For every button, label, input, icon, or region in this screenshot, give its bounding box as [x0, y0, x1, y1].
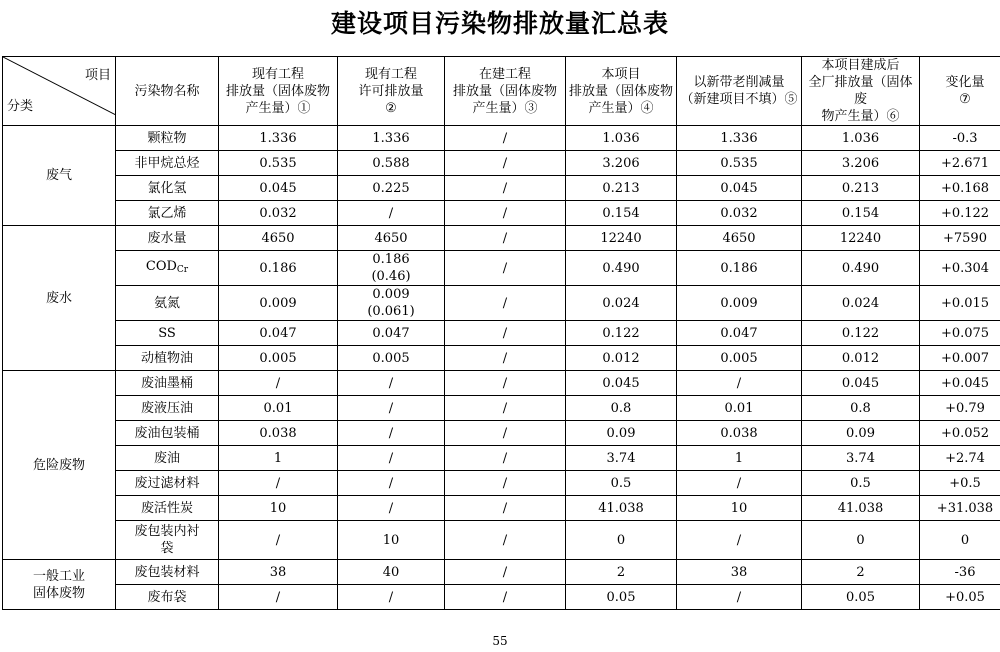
value-cell: 1.036: [802, 126, 920, 151]
subscript: Cr: [176, 264, 189, 275]
value-cell: +0.045: [920, 371, 1000, 396]
value-cell: 0.186: [677, 251, 802, 286]
header-line: 产生量）③: [472, 100, 538, 116]
header-line: 全厂排放量（固体废: [808, 75, 913, 107]
category-cell: 废气: [3, 126, 116, 226]
value-cell: -0.3: [920, 126, 1000, 151]
pollutant-name-cell: 氨氮: [116, 286, 219, 321]
value-cell: /: [445, 201, 566, 226]
header-line: ⑦: [959, 92, 971, 107]
value-cell: 41.038: [566, 496, 677, 521]
value-cell: 0: [920, 521, 1000, 560]
value-cell: 0.05: [802, 585, 920, 610]
pollutant-name-cell: 废包装内衬 袋: [116, 521, 219, 560]
value-cell: /: [338, 371, 445, 396]
value-cell: 0.122: [566, 321, 677, 346]
pollutant-name-cell: 动植物油: [116, 346, 219, 371]
value-cell: 0.012: [566, 346, 677, 371]
value-cell: 3.74: [802, 446, 920, 471]
value-cell: /: [445, 421, 566, 446]
value-cell: +0.5: [920, 471, 1000, 496]
value-cell: /: [445, 396, 566, 421]
value-cell: 0.045: [219, 176, 338, 201]
value-cell: +0.015: [920, 286, 1000, 321]
value-cell: +0.304: [920, 251, 1000, 286]
value-cell: 0.154: [802, 201, 920, 226]
value-cell: 0.213: [802, 176, 920, 201]
table-row: [3, 151, 1000, 176]
value-cell: 0.045: [677, 176, 802, 201]
table-row: [3, 496, 1000, 521]
value-cell: 0.005: [338, 346, 445, 371]
header-row: [3, 57, 1000, 126]
table-body: [3, 126, 1000, 610]
header-line: 以新带老削减量: [693, 75, 785, 90]
header-line: 现有工程: [251, 66, 304, 82]
value-cell: -36: [920, 560, 1000, 585]
value-cell: 12240: [802, 226, 920, 251]
table-row: [3, 421, 1000, 446]
page-title: 建设项目污染物排放量汇总表: [330, 9, 669, 38]
value-cell: 1.336: [677, 126, 802, 151]
pollutant-name-cell: 氯化氢: [116, 176, 219, 201]
value-cell: /: [677, 585, 802, 610]
value-cell: 4650: [338, 226, 445, 251]
value-cell: +2.671: [920, 151, 1000, 176]
value-cell: /: [445, 560, 566, 585]
pollutant-name-cell: SS: [116, 321, 219, 346]
value-cell: 0.490: [802, 251, 920, 286]
header-line: 产生量）④: [588, 100, 654, 116]
value-cell: 0.005: [677, 346, 802, 371]
table-row: [3, 226, 1000, 251]
pollutant-name-cell: $COD_{Cr}$: [116, 251, 219, 286]
table-row: [3, 321, 1000, 346]
value-cell: 0.5: [802, 471, 920, 496]
value-cell: 0.213: [566, 176, 677, 201]
value-cell: /: [445, 151, 566, 176]
category-cell: 废水: [3, 226, 116, 371]
value-cell: +0.79: [920, 396, 1000, 421]
value-cell: /: [445, 346, 566, 371]
value-cell: +0.168: [920, 176, 1000, 201]
value-cell: 38: [677, 560, 802, 585]
value-cell: /: [445, 446, 566, 471]
header-line: 变化量: [945, 75, 985, 90]
corner-category-label: 分类: [7, 99, 34, 114]
value-cell: 0.8: [566, 396, 677, 421]
value-cell: +7590: [920, 226, 1000, 251]
value-cell: 1.036: [566, 126, 677, 151]
value-cell: 0.032: [677, 201, 802, 226]
value-cell: 0.05: [566, 585, 677, 610]
page-number: 55: [492, 634, 508, 648]
pollutant-name-cell: 氯乙烯: [116, 201, 219, 226]
corner-item-label: 项目: [84, 68, 111, 83]
value-cell: /: [338, 396, 445, 421]
header-line: 排放量（固体废物: [452, 83, 557, 99]
table-row: [3, 585, 1000, 610]
value-cell: /: [338, 585, 445, 610]
value-cell: +0.122: [920, 201, 1000, 226]
value-cell: 0.01: [219, 396, 338, 421]
header-col2: [338, 57, 445, 126]
header-col3: [445, 57, 566, 126]
value-cell: +0.05: [920, 585, 1000, 610]
table-row: [3, 126, 1000, 151]
pollutant-name-cell: 废水量: [116, 226, 219, 251]
pollutant-name-cell: 废油墨桶: [116, 371, 219, 396]
header-line: 在建工程: [478, 66, 531, 82]
value-cell: /: [219, 371, 338, 396]
value-cell: 0.186 (0.46): [338, 251, 445, 286]
value-cell: 0.012: [802, 346, 920, 371]
header-line: 物产生量）⑥: [821, 109, 900, 124]
value-cell: 0.09: [802, 421, 920, 446]
value-cell: 4650: [677, 226, 802, 251]
pollutant-name-cell: 废布袋: [116, 585, 219, 610]
pollutant-name-cell: 废包装材料: [116, 560, 219, 585]
table-row: [3, 560, 1000, 585]
value-cell: 1: [219, 446, 338, 471]
value-cell: /: [338, 421, 445, 446]
header-line: ②: [385, 100, 397, 116]
value-cell: /: [677, 371, 802, 396]
pollutant-name-cell: 废液压油: [116, 396, 219, 421]
value-cell: /: [445, 286, 566, 321]
value-cell: /: [445, 496, 566, 521]
value-cell: 0: [566, 521, 677, 560]
value-cell: 3.206: [566, 151, 677, 176]
value-cell: 0.122: [802, 321, 920, 346]
value-cell: 0.009: [219, 286, 338, 321]
table-row: [3, 396, 1000, 421]
value-cell: 10: [677, 496, 802, 521]
value-cell: 0.038: [677, 421, 802, 446]
table-row: [3, 446, 1000, 471]
header-line: 排放量（固体废物: [225, 83, 330, 99]
value-cell: /: [338, 496, 445, 521]
value-cell: 0.588: [338, 151, 445, 176]
value-cell: /: [445, 371, 566, 396]
header-line: 排放量（固体废物: [568, 83, 673, 99]
value-cell: /: [338, 446, 445, 471]
value-cell: 0.032: [219, 201, 338, 226]
pollutant-name-cell: 废活性炭: [116, 496, 219, 521]
value-cell: 1: [677, 446, 802, 471]
table-row: [3, 286, 1000, 321]
value-cell: /: [219, 471, 338, 496]
value-cell: /: [219, 585, 338, 610]
header-line: 本项目建成后: [821, 58, 900, 73]
pollutant-name-cell: 废油: [116, 446, 219, 471]
value-cell: 0.535: [219, 151, 338, 176]
value-cell: 0.047: [677, 321, 802, 346]
header-col1: [219, 57, 338, 126]
corner-header-cell: [3, 57, 116, 126]
value-cell: 4650: [219, 226, 338, 251]
pollutant-name-cell: 非甲烷总烃: [116, 151, 219, 176]
value-cell: 2: [566, 560, 677, 585]
value-cell: 0.045: [566, 371, 677, 396]
value-cell: /: [338, 201, 445, 226]
table-row: [3, 371, 1000, 396]
value-cell: 2: [802, 560, 920, 585]
value-cell: 3.206: [802, 151, 920, 176]
header-col5: [677, 57, 802, 126]
header-col6: [802, 57, 920, 126]
value-cell: 40: [338, 560, 445, 585]
value-cell: 0.005: [219, 346, 338, 371]
value-cell: /: [445, 251, 566, 286]
value-cell: 0.09: [566, 421, 677, 446]
header-col4: [566, 57, 677, 126]
value-cell: 0.045: [802, 371, 920, 396]
table-row: [3, 251, 1000, 286]
value-cell: 38: [219, 560, 338, 585]
value-cell: 0.024: [802, 286, 920, 321]
value-cell: 0.225: [338, 176, 445, 201]
value-cell: +2.74: [920, 446, 1000, 471]
value-cell: 0: [802, 521, 920, 560]
value-cell: 0.024: [566, 286, 677, 321]
value-cell: /: [445, 176, 566, 201]
table-row: [3, 521, 1000, 560]
value-cell: /: [445, 585, 566, 610]
value-cell: /: [445, 226, 566, 251]
value-cell: +0.075: [920, 321, 1000, 346]
value-cell: 10: [219, 496, 338, 521]
value-cell: 1.336: [219, 126, 338, 151]
value-cell: 0.038: [219, 421, 338, 446]
header-line: 本项目: [601, 66, 641, 82]
value-cell: 0.009 (0.061): [338, 286, 445, 321]
value-cell: 0.8: [802, 396, 920, 421]
value-cell: 10: [338, 521, 445, 560]
category-cell: 一般工业 固体废物: [3, 560, 116, 610]
table-row: [3, 201, 1000, 226]
value-cell: 0.009: [677, 286, 802, 321]
value-cell: 3.74: [566, 446, 677, 471]
value-cell: /: [445, 521, 566, 560]
header-line: 许可排放量: [358, 83, 424, 99]
header-line: （新建项目不填）⑤: [680, 92, 798, 107]
value-cell: +0.007: [920, 346, 1000, 371]
header-col7: [920, 57, 1000, 126]
value-cell: /: [445, 321, 566, 346]
value-cell: /: [677, 471, 802, 496]
category-cell: 危险废物: [3, 371, 116, 560]
value-cell: 0.5: [566, 471, 677, 496]
pollutant-name-cell: 颗粒物: [116, 126, 219, 151]
value-cell: /: [219, 521, 338, 560]
table-row: [3, 471, 1000, 496]
value-cell: 41.038: [802, 496, 920, 521]
value-cell: 0.535: [677, 151, 802, 176]
value-cell: 0.01: [677, 396, 802, 421]
value-cell: 0.490: [566, 251, 677, 286]
header-line: 现有工程: [364, 66, 417, 82]
value-cell: 12240: [566, 226, 677, 251]
value-cell: /: [445, 126, 566, 151]
value-cell: 0.154: [566, 201, 677, 226]
table-row: [3, 176, 1000, 201]
value-cell: 0.047: [219, 321, 338, 346]
header-line: 产生量）①: [245, 100, 311, 116]
value-cell: /: [677, 521, 802, 560]
header-pollutant: 污染物名称: [116, 57, 219, 126]
value-cell: +0.052: [920, 421, 1000, 446]
value-cell: 0.186: [219, 251, 338, 286]
emission-summary-table: [2, 56, 1000, 610]
pollutant-name-cell: 废过滤材料: [116, 471, 219, 496]
value-cell: 0.047: [338, 321, 445, 346]
value-cell: /: [338, 471, 445, 496]
value-cell: 1.336: [338, 126, 445, 151]
table-row: [3, 346, 1000, 371]
value-cell: +31.038: [920, 496, 1000, 521]
pollutant-name-cell: 废油包装桶: [116, 421, 219, 446]
value-cell: /: [445, 471, 566, 496]
